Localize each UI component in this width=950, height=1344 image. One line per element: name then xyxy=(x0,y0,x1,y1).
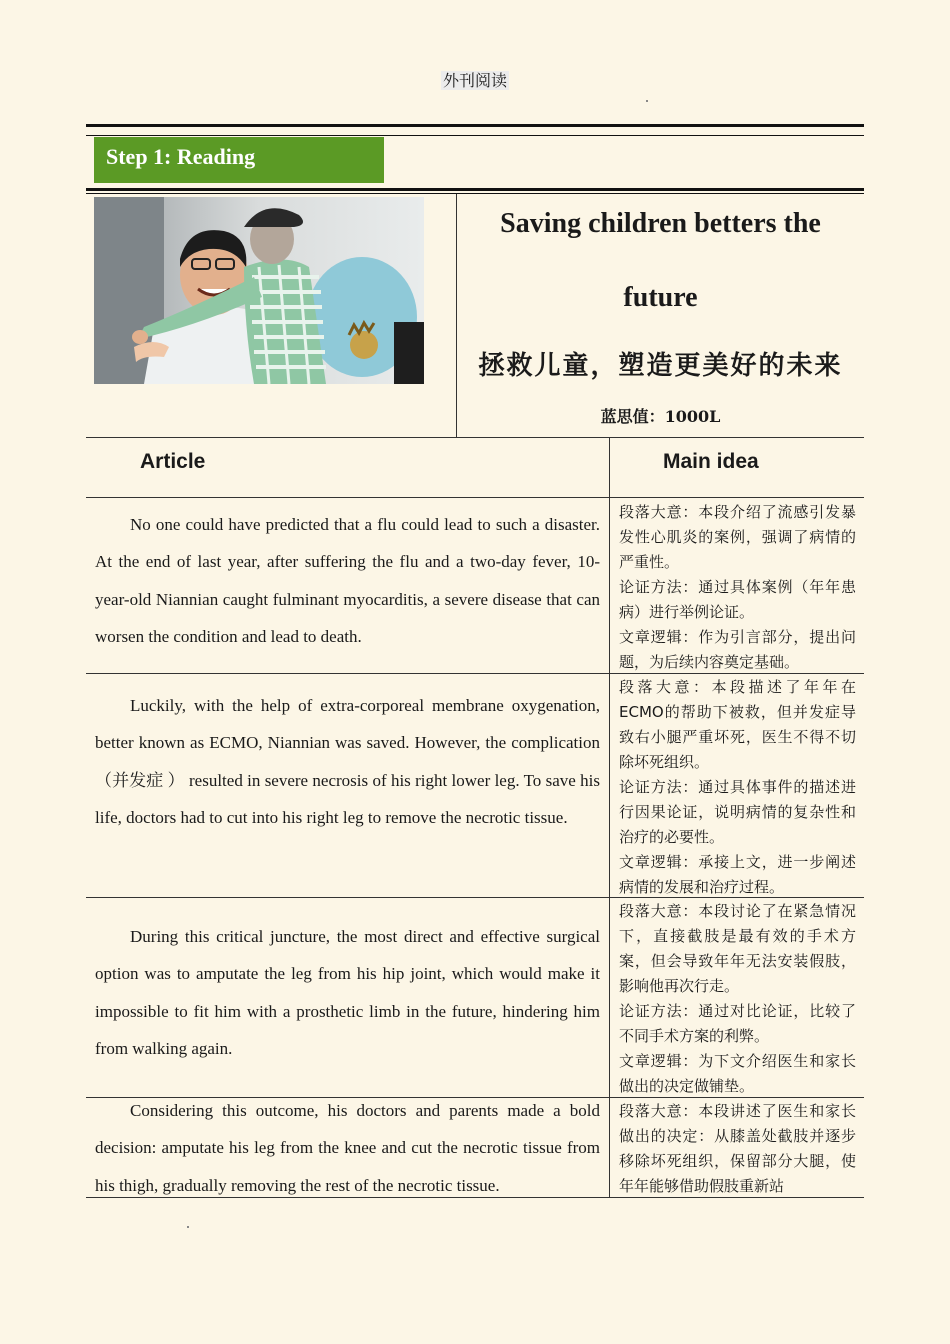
main-idea-3 xyxy=(619,899,856,1096)
main-idea-logic: 文章逻辑：承接上文，进一步阐述病情的发展和治疗过程。 xyxy=(619,853,856,896)
article-title-en xyxy=(457,187,864,335)
header-title: 外刊阅读 xyxy=(442,71,507,90)
main-idea-summary: 段落大意：本段讲述了医生和家长做出的决定：从膝盖处截肢并逐步移除坏死组织，保留部分大腿，使年年能够借助假肢重新站 xyxy=(619,1102,856,1195)
article-paragraph-4: Considering this outcome, his doctors and parents made a bold decision: amputate his leg from the knee and cut the necrotic tissue from his thigh, gradually removing the rest of the necrotic tissue. xyxy=(95,1101,600,1195)
main-idea-4 xyxy=(619,1099,856,1197)
article-paragraph-3: During this critical juncture, the most direct and effective surgical option was to amputate the leg from his hip joint, which would make it impossible to fit him with a prosthetic limb in the future, hindering him from walking again. xyxy=(95,927,600,1058)
top-rule-thin xyxy=(86,135,864,136)
article-title-line-2: future xyxy=(623,282,698,313)
lexile-value: 蓝思值：1000L xyxy=(600,407,721,426)
top-rule-thick xyxy=(86,124,864,127)
article-photo xyxy=(94,197,424,384)
main-idea-method: 论证方法：通过具体案例（年年患病）进行举例论证。 xyxy=(619,578,856,621)
row-border xyxy=(86,673,864,674)
main-idea-summary: 段落大意：本段介绍了流感引发暴发性心肌炎的案例，强调了病情的严重性。 xyxy=(619,503,856,571)
main-idea-method: 论证方法：通过具体事件的描述进行因果论证，说明病情的复杂性和治疗的必要性。 xyxy=(619,778,856,846)
table-bottom-border xyxy=(86,1197,864,1198)
decorative-dot xyxy=(187,1226,189,1228)
article-paragraph-2: Luckily, with the help of extra-corporeal membrane oxygenation, better known as ECMO, Niannian was saved. However, the complication（并发症 ） resulted in severe necrosis of his right lower leg. To save his life, doctors had to cut into his right leg to remove the necrotic tissue. xyxy=(95,696,600,827)
article-title-zh: 拯救儿童，塑造更美好的未来 xyxy=(478,351,843,381)
step-heading: Step 1: Reading xyxy=(94,137,384,183)
main-idea-summary: 段落大意：本段描述了年年在ECMO的帮助下被救，但并发症导致右小腿严重坏死，医生不得不切除坏死组织。 xyxy=(619,678,856,771)
main-idea-2 xyxy=(619,675,856,897)
column-header-main-idea: Main idea xyxy=(663,450,759,473)
article-title-line-1: Saving children betters the xyxy=(500,208,821,239)
table-header-border xyxy=(86,497,864,498)
main-idea-method: 论证方法：通过对比论证，比较了不同手术方案的利弊。 xyxy=(619,1002,856,1045)
row-border xyxy=(86,897,864,898)
article-paragraph-1: No one could have predicted that a flu could lead to such a disaster. At the end of last year, after suffering the flu and a two-day fever, 10-year-old Niannian caught fulminant myocarditis, a severe disease that can worsen the condition and lead to death. xyxy=(95,515,600,646)
table-column-divider xyxy=(609,437,610,1198)
column-header-article: Article xyxy=(140,450,206,473)
decorative-dot xyxy=(646,100,648,102)
page-header xyxy=(0,68,950,91)
main-idea-logic: 文章逻辑：作为引言部分，提出问题，为后续内容奠定基础。 xyxy=(619,628,856,671)
main-idea-1 xyxy=(619,500,856,672)
table-top-border xyxy=(86,437,864,438)
main-idea-summary: 段落大意：本段讨论了在紧急情况下，直接截肢是最有效的手术方案，但会导致年年无法安装假肢，影响他再次行走。 xyxy=(619,902,856,995)
main-idea-logic: 文章逻辑：为下文介绍医生和家长做出的决定做铺垫。 xyxy=(619,1052,856,1095)
